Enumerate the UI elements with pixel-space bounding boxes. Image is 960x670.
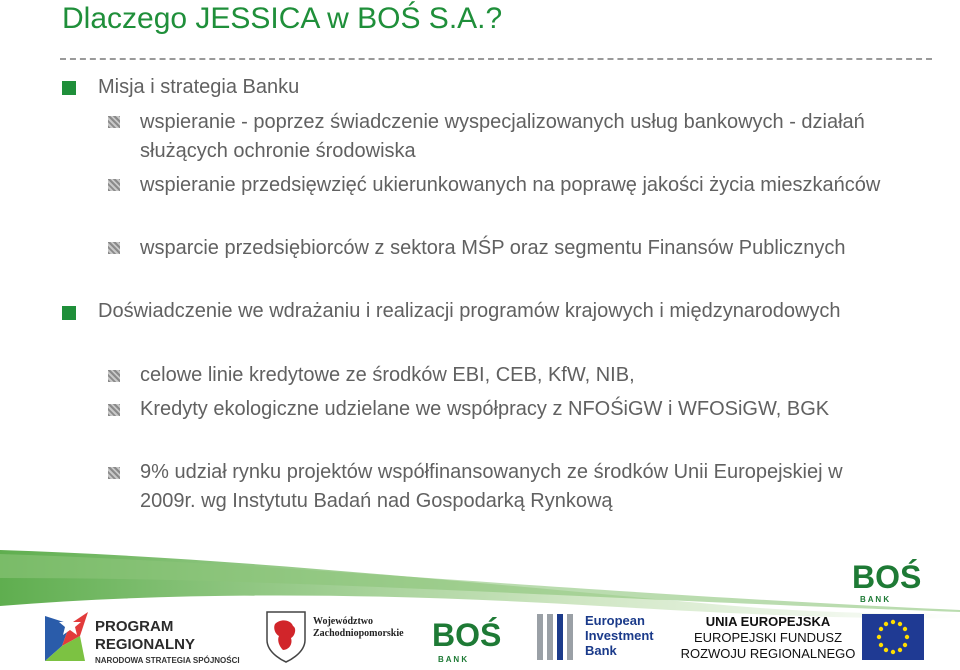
wojewodztwo-line1: Województwo <box>313 616 373 627</box>
sub-bullet-text: wspieranie przedsięwzięć ukierunkowanych na poprawę jakości życia mieszkańców <box>140 174 881 196</box>
bos-bank-logo-footer <box>430 612 520 666</box>
title-divider <box>60 58 932 60</box>
sub-bullet-icon <box>108 467 120 479</box>
sub-bullet-icon <box>108 179 120 191</box>
sub-bullet-icon <box>108 242 120 254</box>
sub-bullet-text: wsparcie przedsiębiorców z sektora MŚP oraz segmentu Finansów Publicznych <box>140 237 846 259</box>
program-line1: PROGRAM <box>95 618 174 635</box>
bullet-square-icon <box>62 306 76 320</box>
footer-logos <box>0 548 960 670</box>
eib-logo <box>533 612 663 664</box>
bullet-text: Misja i strategia Banku <box>98 76 300 98</box>
bullet-text: Doświadczenie we wdrażaniu i realizacji programów krajowych i międzynarodowych <box>98 300 841 322</box>
ue-line2: EUROPEJSKI FUNDUSZ <box>693 630 843 645</box>
sub-bullet-text: wspieranie - poprzez świadczenie wyspecjalizowanych usług bankowych - działań służących ochronie środowiska <box>140 111 865 162</box>
program-star-icon <box>40 606 90 666</box>
bos-logo-sub: B A N K <box>860 595 890 604</box>
wojewodztwo-line2: Zachodniopomorskie <box>313 628 404 639</box>
eib-line1: European <box>585 613 645 628</box>
eib-line2: Investment <box>585 628 654 643</box>
program-regionalny-logo <box>40 606 250 668</box>
eu-flag-icon <box>862 614 924 660</box>
sub-bullet-icon <box>108 404 120 416</box>
griffin-crest-icon <box>265 610 307 664</box>
eib-bars-icon <box>533 612 577 662</box>
sub-bullet-text: Kredyty ekologiczne udzielane we współpracy z NFOŚiGW i WFOSiGW, BGK <box>140 398 830 420</box>
program-line3: NARODOWA STRATEGIA SPÓJNOŚCI <box>95 656 240 665</box>
ue-line1: UNIA EUROPEJSKA <box>705 614 831 629</box>
sub-bullet-text: 9% udział rynku projektów współfinansowanych ze środków Unii Europejskiej w 2009r. wg Instytutu Badań nad Gospodarką Rynkową <box>140 461 843 512</box>
wojewodztwo-logo <box>265 610 425 666</box>
eu-fund-logo <box>680 612 955 666</box>
program-line2: REGIONALNY <box>95 636 196 653</box>
bos-footer-text: BOŚ <box>432 617 502 653</box>
bos-logo-text: BOŚ <box>852 559 922 595</box>
sub-bullet-icon <box>108 116 120 128</box>
sub-bullet-text: celowe linie kredytowe ze środków EBI, CEB, KfW, NIB, <box>140 364 635 386</box>
ue-line3: ROZWOJU REGIONALNEGO <box>680 646 856 661</box>
eib-line3: Bank <box>585 643 617 658</box>
bos-bank-logo <box>850 554 930 609</box>
bos-footer-sub: B A N K <box>438 655 468 664</box>
sub-bullet-icon <box>108 370 120 382</box>
bullet-square-icon <box>62 81 76 95</box>
slide-title: Dlaczego JESSICA w BOŚ S.A.? <box>62 2 503 35</box>
